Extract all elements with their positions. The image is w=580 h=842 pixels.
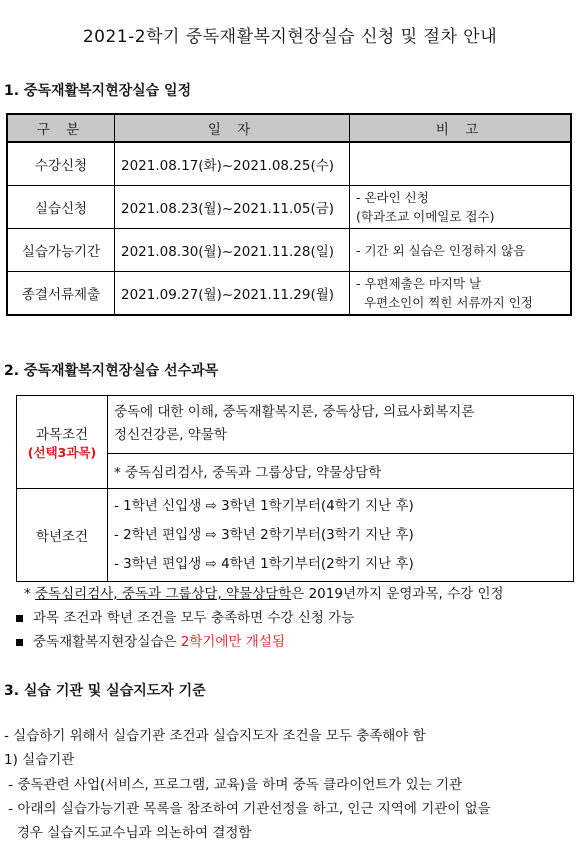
bullet-highlight: 2학기에만 개설됨 bbox=[180, 634, 285, 650]
footnote-star: * bbox=[24, 586, 36, 602]
section1-heading: 1. 중독재활복지현장실습 일정 bbox=[4, 83, 192, 99]
course-sublabel: (선택3과목) bbox=[27, 445, 97, 460]
row-label: 수강신청 bbox=[7, 142, 115, 186]
course-line: 정신건강론, 약물학 bbox=[114, 427, 227, 444]
schedule-table bbox=[6, 113, 572, 316]
page-title: 2021-2학기 중독재활복지현장실습 신청 및 절차 안내 bbox=[82, 27, 498, 47]
bullet-text: 과목 조건과 학년 조건을 모두 충족하면 수강 신청 가능 bbox=[33, 610, 355, 626]
course-line: 중독에 대한 이해, 중독재활복지론, 중독상담, 의료사회복지론 bbox=[114, 404, 475, 421]
square-bullet-icon bbox=[16, 639, 23, 646]
table-row bbox=[7, 272, 571, 316]
row-note bbox=[350, 142, 572, 186]
body-line: - 중독관련 사업(서비스, 프로그램, 교육)을 하며 중독 클라이언트가 있는 기관 bbox=[4, 777, 463, 793]
table-row bbox=[17, 489, 574, 582]
footnote bbox=[24, 582, 504, 602]
footnote-rest: 은 2019년까지 운영과목, 수강 인정 bbox=[291, 586, 504, 602]
row-date: 2021.08.17(화)~2021.08.25(수) bbox=[115, 142, 350, 186]
table-header-row bbox=[7, 114, 571, 142]
course-line: * 중독심리검사, 중독과 그룹상담, 약물상담학 bbox=[108, 453, 574, 488]
table-row bbox=[7, 142, 571, 186]
course-label: 과목조건 bbox=[35, 427, 89, 443]
note-line: (학과조교 이메일로 접수) bbox=[356, 209, 495, 224]
section3-heading: 3. 실습 기관 및 실습지도자 기준 bbox=[4, 683, 206, 699]
row-label: 실습신청 bbox=[7, 186, 115, 229]
course-condition-label bbox=[17, 396, 108, 489]
row-label: 종결서류제출 bbox=[7, 272, 115, 316]
bullet-item bbox=[16, 630, 285, 650]
table-row bbox=[7, 186, 571, 229]
course-list bbox=[108, 396, 574, 454]
note-line: - 온라인 신청 bbox=[356, 190, 429, 205]
body-line: - 아래의 실습가능기관 목록을 참조하여 기관선정을 하고, 인근 지역에 기관이 없을 bbox=[4, 801, 491, 817]
year-line: - 2학년 편입생 ⇨ 3학년 2학기부터(3학기 지난 후) bbox=[114, 526, 414, 543]
row-date: 2021.08.23(월)~2021.11.05(금) bbox=[115, 186, 350, 229]
year-condition-label: 학년조건 bbox=[17, 489, 108, 582]
bullet-text: 중독재활복지현장실습은 bbox=[33, 634, 181, 650]
row-label: 실습가능기간 bbox=[7, 229, 115, 272]
year-line: - 1학년 신입생 ⇨ 3학년 1학기부터(4학기 지난 후) bbox=[114, 497, 414, 514]
bullet-item bbox=[16, 606, 354, 626]
table-row bbox=[17, 396, 574, 454]
note-line: 우편소인이 찍힌 서류까지 인정 bbox=[356, 295, 533, 310]
prerequisite-table bbox=[16, 395, 574, 582]
year-list bbox=[108, 489, 574, 582]
footnote-underlined: 중독심리검사, 중독과 그룹상담, 약물상담학 bbox=[35, 586, 292, 602]
row-note bbox=[350, 186, 572, 229]
section2-heading: 2. 중독재활복지현장실습 선수과목 bbox=[4, 363, 219, 379]
row-date: 2021.08.30(월)~2021.11.28(일) bbox=[115, 229, 350, 272]
body-line: 경우 실습지도교수님과 의논하여 결정함 bbox=[4, 825, 252, 841]
row-note bbox=[350, 272, 572, 316]
row-note: - 기간 외 실습은 인정하지 않음 bbox=[350, 229, 572, 272]
year-line: - 3학년 편입생 ⇨ 4학년 1학기부터(2학기 지난 후) bbox=[114, 555, 414, 572]
body-line: - 실습하기 위해서 실습기관 조건과 실습지도자 조건을 모두 충족해야 함 bbox=[4, 728, 426, 744]
header-note: 비 고 bbox=[350, 114, 572, 142]
body-line: 1) 실습기관 bbox=[4, 752, 75, 768]
header-category: 구 분 bbox=[7, 114, 115, 142]
square-bullet-icon bbox=[16, 615, 23, 622]
header-date: 일 자 bbox=[115, 114, 350, 142]
table-row bbox=[7, 229, 571, 272]
note-line: - 우편제출은 마지막 날 bbox=[356, 276, 482, 291]
row-date: 2021.09.27(월)~2021.11.29(월) bbox=[115, 272, 350, 316]
